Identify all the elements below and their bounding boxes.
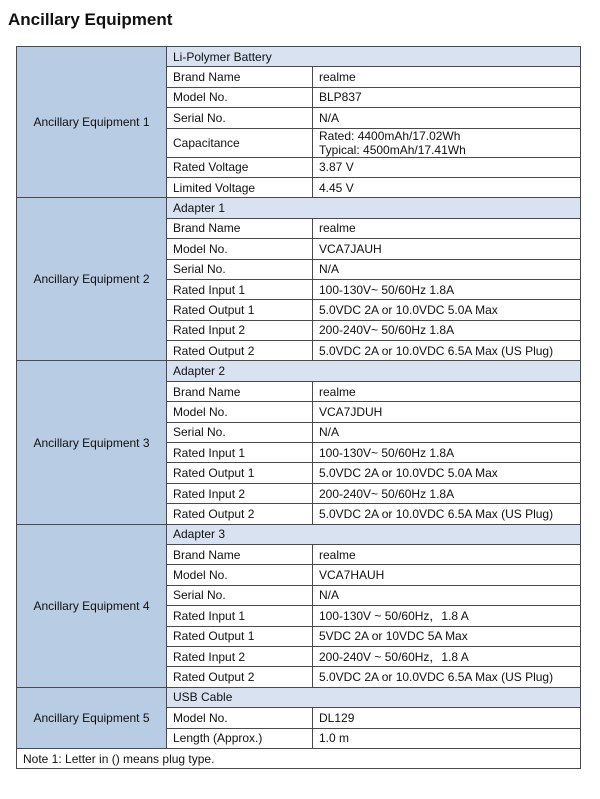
spec-value: 5.0VDC 2A or 10.0VDC 6.5A Max (US Plug) [313, 341, 581, 361]
spec-label: Model No. [167, 239, 313, 259]
spec-value: 5.0VDC 2A or 10.0VDC 5.0A Max [313, 300, 581, 320]
spec-label: Rated Input 2 [167, 483, 313, 503]
spec-value: realme [313, 544, 581, 564]
spec-value: 5.0VDC 2A or 10.0VDC 6.5A Max (US Plug) [313, 667, 581, 687]
equipment-group-label: Ancillary Equipment 3 [17, 361, 167, 524]
section-header: USB Cable [167, 687, 581, 707]
table-row [17, 47, 581, 67]
spec-label: Brand Name [167, 544, 313, 564]
spec-label: Rated Output 2 [167, 667, 313, 687]
spec-label: Capacitance [167, 128, 313, 157]
spec-value: realme [313, 381, 581, 401]
spec-label: Rated Output 1 [167, 463, 313, 483]
spec-value: VCA7HAUH [313, 565, 581, 585]
spec-value: 3.87 V [313, 157, 581, 177]
spec-value: N/A [313, 585, 581, 605]
spec-label: Brand Name [167, 67, 313, 87]
ancillary-equipment-table [16, 46, 581, 769]
table-note: Note 1: Letter in () means plug type. [17, 748, 581, 768]
section-header: Adapter 1 [167, 198, 581, 218]
spec-label: Rated Input 1 [167, 606, 313, 626]
table-row [17, 524, 581, 544]
spec-value: 100-130V~ 50/60Hz 1.8A [313, 443, 581, 463]
spec-label: Serial No. [167, 259, 313, 279]
spec-label: Rated Output 2 [167, 504, 313, 524]
spec-label: Serial No. [167, 108, 313, 128]
spec-value [313, 128, 581, 157]
spec-label: Limited Voltage [167, 177, 313, 197]
equipment-group-label: Ancillary Equipment 4 [17, 524, 167, 687]
table-row [17, 361, 581, 381]
spec-value: BLP837 [313, 87, 581, 107]
spec-label: Rated Output 2 [167, 341, 313, 361]
table-row [17, 748, 581, 768]
spec-value-line: Rated: 4400mAh/17.02Wh [319, 128, 461, 143]
spec-label: Model No. [167, 708, 313, 728]
spec-label: Model No. [167, 87, 313, 107]
table-row [17, 198, 581, 218]
spec-label: Length (Approx.) [167, 728, 313, 748]
spec-value: 200-240V~ 50/60Hz 1.8A [313, 320, 581, 340]
section-header: Li-Polymer Battery [167, 47, 581, 67]
spec-value: realme [313, 67, 581, 87]
spec-label: Rated Voltage [167, 157, 313, 177]
equipment-group-label: Ancillary Equipment 2 [17, 198, 167, 361]
spec-value: realme [313, 218, 581, 238]
spec-label: Brand Name [167, 218, 313, 238]
spec-value: 100-130V ~ 50/60Hz，1.8 A [313, 606, 581, 626]
table-row [17, 687, 581, 707]
spec-value: 200-240V~ 50/60Hz 1.8A [313, 483, 581, 503]
spec-value: 200-240V ~ 50/60Hz，1.8 A [313, 646, 581, 666]
spec-value: VCA7JAUH [313, 239, 581, 259]
spec-label: Rated Input 1 [167, 279, 313, 299]
spec-label: Model No. [167, 402, 313, 422]
spec-value: 100-130V~ 50/60Hz 1.8A [313, 279, 581, 299]
page-title: Ancillary Equipment [8, 10, 173, 29]
spec-value: 5.0VDC 2A or 10.0VDC 6.5A Max (US Plug) [313, 504, 581, 524]
spec-label: Rated Input 2 [167, 320, 313, 340]
spec-value: N/A [313, 422, 581, 442]
spec-value: 4.45 V [313, 177, 581, 197]
equipment-group-label: Ancillary Equipment 5 [17, 687, 167, 748]
spec-value: DL129 [313, 708, 581, 728]
spec-label: Serial No. [167, 422, 313, 442]
spec-label: Rated Output 1 [167, 626, 313, 646]
spec-value: VCA7JDUH [313, 402, 581, 422]
spec-label: Brand Name [167, 381, 313, 401]
spec-value: N/A [313, 259, 581, 279]
spec-label: Rated Input 2 [167, 646, 313, 666]
spec-label: Serial No. [167, 585, 313, 605]
section-header: Adapter 3 [167, 524, 581, 544]
spec-label: Rated Input 1 [167, 443, 313, 463]
section-header: Adapter 2 [167, 361, 581, 381]
equipment-group-label: Ancillary Equipment 1 [17, 47, 167, 198]
spec-value: 5VDC 2A or 10VDC 5A Max [313, 626, 581, 646]
spec-label: Model No. [167, 565, 313, 585]
spec-label: Rated Output 1 [167, 300, 313, 320]
spec-value-line: Typical: 4500mAh/17.41Wh [319, 142, 466, 157]
spec-value: 5.0VDC 2A or 10.0VDC 5.0A Max [313, 463, 581, 483]
spec-value: 1.0 m [313, 728, 581, 748]
spec-value: N/A [313, 108, 581, 128]
